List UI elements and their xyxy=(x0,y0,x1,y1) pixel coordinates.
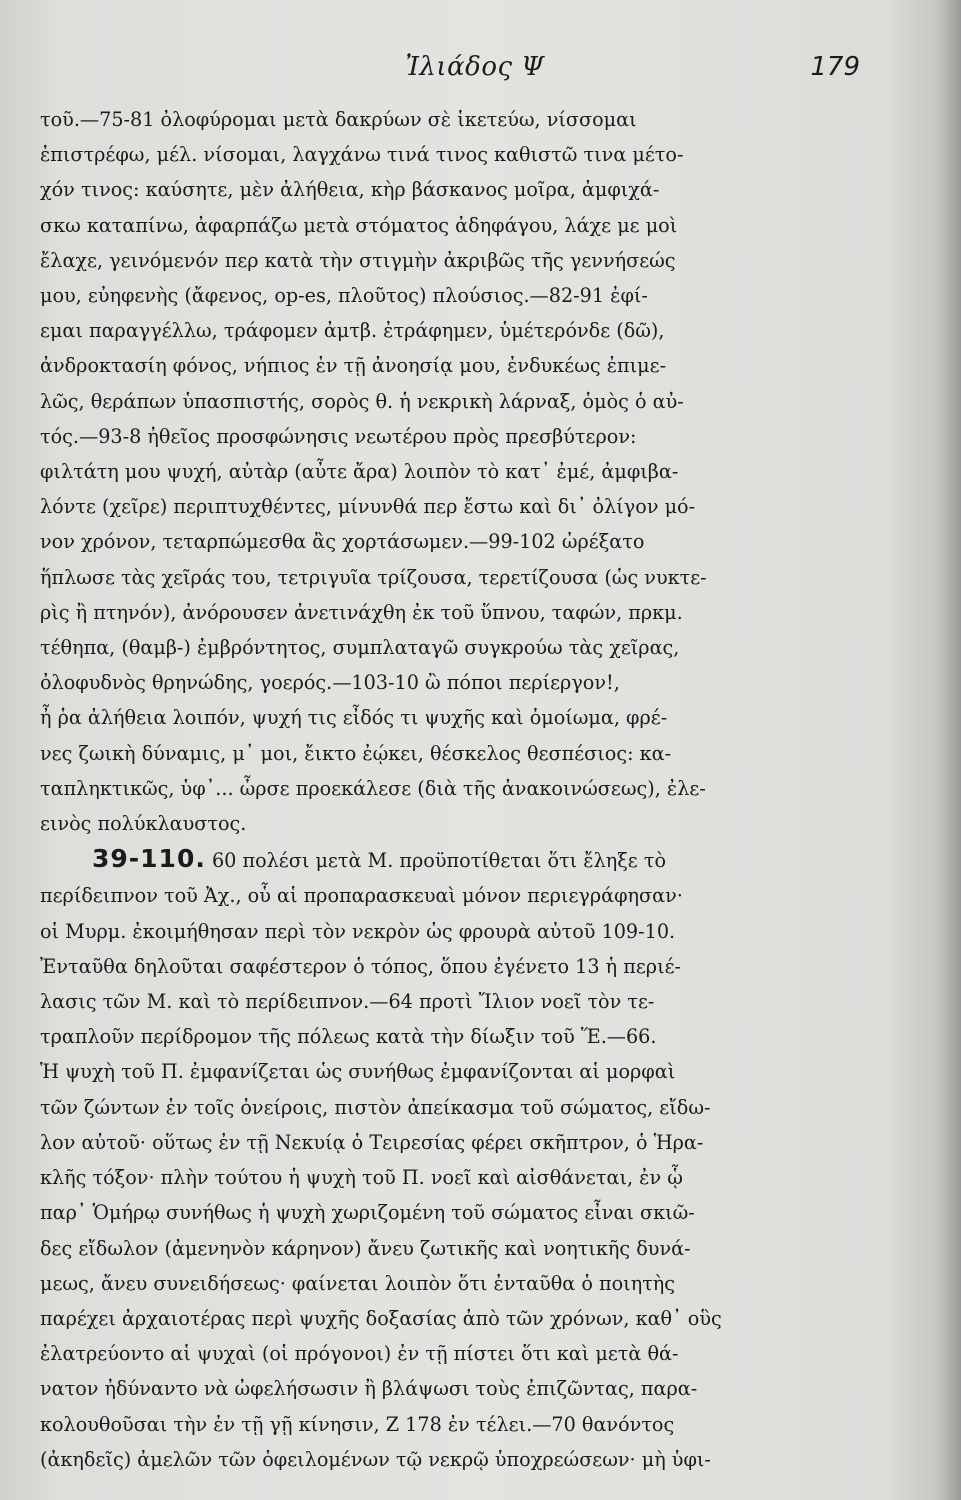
text-line: (ἀκηδεῖς) ἀμελῶν τῶν ὀφειλομένων τῷ νεκρῷ ὑποχρεώσεων· μὴ ὑφι- xyxy=(40,1447,711,1471)
text-line: μεως, ἄνευ συνειδήσεως· φαίνεται λοιπὸν ὅτι ἐνταῦθα ὁ ποιητὴς xyxy=(40,1271,676,1295)
text-line: ἔλαχε, γεινόμενόν περ κατὰ τὴν στιγμὴν ἀκριβῶς τῆς γεννήσεώς xyxy=(40,248,676,272)
text-line: περίδειπνον τοῦ Ἀχ., οὗ αἱ προπαρασκευαὶ μόνον περιεγράφησαν· xyxy=(40,884,683,908)
text-line: φιλτάτη μου ψυχή, αὐτὰρ (αὖτε ἄρα) λοιπὸν τὸ κατ᾽ ἐμέ, ἀμφιβα- xyxy=(40,460,679,484)
text-line: ἐλατρεύοντο αἱ ψυχαὶ (οἱ πρόγονοι) ἐν τῇ πίστει ὅτι καὶ μετὰ θά- xyxy=(40,1342,679,1366)
text-line: ἦ ῥα ἀλήθεια λοιπόν, ψυχή τις εἶδός τι ψυχῆς καὶ ὁμοίωμα, φρέ- xyxy=(40,706,668,730)
text-line: λον αὐτοῦ· οὕτως ἐν τῇ Νεκυίᾳ ὁ Τειρεσίας φέρει σκῆπτρον, ὁ Ἡρα- xyxy=(40,1130,704,1154)
text-line: τός.—93-8 ἠθεῖος προσφώνησις νεωτέρου πρὸς πρεσβύτερον: xyxy=(40,424,637,448)
section-line xyxy=(40,841,866,878)
text-line: νες ζωικὴ δύναμις, μ᾽ μοι, ἔικτο ἐῴκει, θέσκελος θεσπέσιος: κα- xyxy=(40,741,672,765)
text-line: τοῦ.—75-81 ὀλοφύρομαι μετὰ δακρύων σὲ ἱκετεύω, νίσσομαι xyxy=(40,108,637,131)
text-line: Ἐνταῦθα δηλοῦται σαφέστερον ὁ τόπος, ὅπου ἐγένετο 13 ἡ περιέ- xyxy=(40,954,682,978)
text-line: ρὶς ἢ πτηνόν), ἀνόρουσεν ἀνετινάχθη ἐκ τοῦ ὕπνου, ταφών, πρκμ. xyxy=(40,600,683,624)
page-edge-shadow xyxy=(935,0,961,1500)
section-marker: 39-110. xyxy=(92,844,206,874)
text-line: νατον ἠδύναντο νὰ ὠφελήσωσιν ἢ βλάψωσι τοὺς ἐπιζῶντας, παρα- xyxy=(40,1377,698,1401)
text-line: ἐπιστρέφω, μέλ. νίσομαι, λαγχάνω τινά τινος καθιστῶ τινα μέτο- xyxy=(40,143,684,167)
text-line: δες εἴδωλον (ἀμενηνὸν κάρηνον) ἄνευ ζωτικῆς καὶ νοητικῆς δυνά- xyxy=(40,1236,691,1260)
text-line: λόντε (χεῖρε) περιπτυχθέντες, μίνυνθά περ ἔστω καὶ δι᾽ ὀλίγον μό- xyxy=(40,495,696,519)
text-line: τέθηπα, (θαμβ-) ἐμβρόντητος, συμπλαταγῶ συγκρούω τὰς χεῖρας, xyxy=(40,636,680,660)
text-line: παρέχει ἀρχαιοτέρας περὶ ψυχῆς δοξασίας ἀπὸ τῶν χρόνων, καθ᾽ οὓς xyxy=(40,1306,722,1330)
running-title: Ἰλιάδος Ψ xyxy=(405,52,545,82)
text-line: κολουθοῦσαι τὴν ἐν τῇ γῇ κίνησιν, Ζ 178 ἐν τέλει.—70 θανόντος xyxy=(40,1412,675,1436)
text-line: νον χρόνον, τεταρπώμεσθα ἂς χορτάσωμεν.—99-102 ὠρέξατο xyxy=(40,530,645,554)
text-line: οἱ Μυρμ. ἐκοιμήθησαν περὶ τὸν νεκρὸν ὡς φρουρὰ αὐτοῦ 109-10. xyxy=(40,919,676,943)
text-line: τραπλοῦν περίδρομον τῆς πόλεως κατὰ τὴν δίωξιν τοῦ Ἕ.—66. xyxy=(40,1025,657,1049)
text-line: ὀλοφυδνὸς θρηνώδης, γοερός.—103-10 ὢ πόποι περίεργον!, xyxy=(40,671,620,695)
text-line: εινὸς πολύκλαυστος. xyxy=(40,812,247,836)
text-line: Ἡ ψυχὴ τοῦ Π. ἐμφανίζεται ὡς συνήθως ἐμφανίζονται αἱ μορφαὶ xyxy=(40,1060,676,1084)
text-line: λῶς, θεράπων ὑπασπιστής, σορὸς θ. ἡ νεκρικὴ λάρναξ, ὁμὸς ὁ αὐ- xyxy=(40,389,684,413)
text-line: ἥπλωσε τὰς χεῖράς του, τετριγυῖα τρίζουσα, τερετίζουσα (ὡς νυκτε- xyxy=(40,565,707,589)
text-line: σκω καταπίνω, ἀφαρπάζω μετὰ στόματος ἀδηφάγου, λάχε με μοὶ xyxy=(40,213,678,237)
text-line: τῶν ζώντων ἐν τοῖς ὀνείροις, πιστὸν ἀπείκασμα τοῦ σώματος, εἴδω- xyxy=(40,1095,711,1119)
body-text xyxy=(40,102,866,1477)
text-line: εμαι παραγγέλλω, τράφομεν ἀμτβ. ἐτράφημεν, ὑμέτερόνδε (δῶ), xyxy=(40,319,665,343)
text-line: ἀνδροκτασίη φόνος, νήπιος ἐν τῇ ἀνοησίᾳ μου, ἐνδυκέως ἐπιμε- xyxy=(40,354,667,378)
page-number: 179 xyxy=(810,52,860,82)
page-header xyxy=(90,52,860,92)
text-line: λασις τῶν Μ. καὶ τὸ περίδειπνον.—64 προτὶ Ἴλιον νοεῖ τὸν τε- xyxy=(40,990,655,1014)
text-line: μου, εὐηφενὴς (ἄφενος, op-es, πλοῦτος) πλούσιος.—82-91 ἐφί- xyxy=(40,284,648,308)
text-line: ταπληκτικῶς, ὑφ᾽... ὦρσε προεκάλεσε (διὰ τῆς ἀνακοινώσεως), ἐλε- xyxy=(40,776,706,800)
text-line: παρ᾽ Ὁμήρῳ συνήθως ἡ ψυχὴ χωριζομένη τοῦ σώματος εἶναι σκιῶ- xyxy=(40,1201,695,1225)
text-line: χόν τινος: καύσητε, μὲν ἀλήθεια, κὴρ βάσκανος μοῖρα, ἀμφιχά- xyxy=(40,178,660,202)
text-line: κλῆς τόξον· πλὴν τούτου ἡ ψυχὴ τοῦ Π. νοεῖ καὶ αἰσθάνεται, ἐν ᾧ xyxy=(40,1166,683,1190)
section-line-text: 60 πολέσι μετὰ Μ. προϋποτίθεται ὅτι ἔληξε τὸ xyxy=(211,849,667,873)
